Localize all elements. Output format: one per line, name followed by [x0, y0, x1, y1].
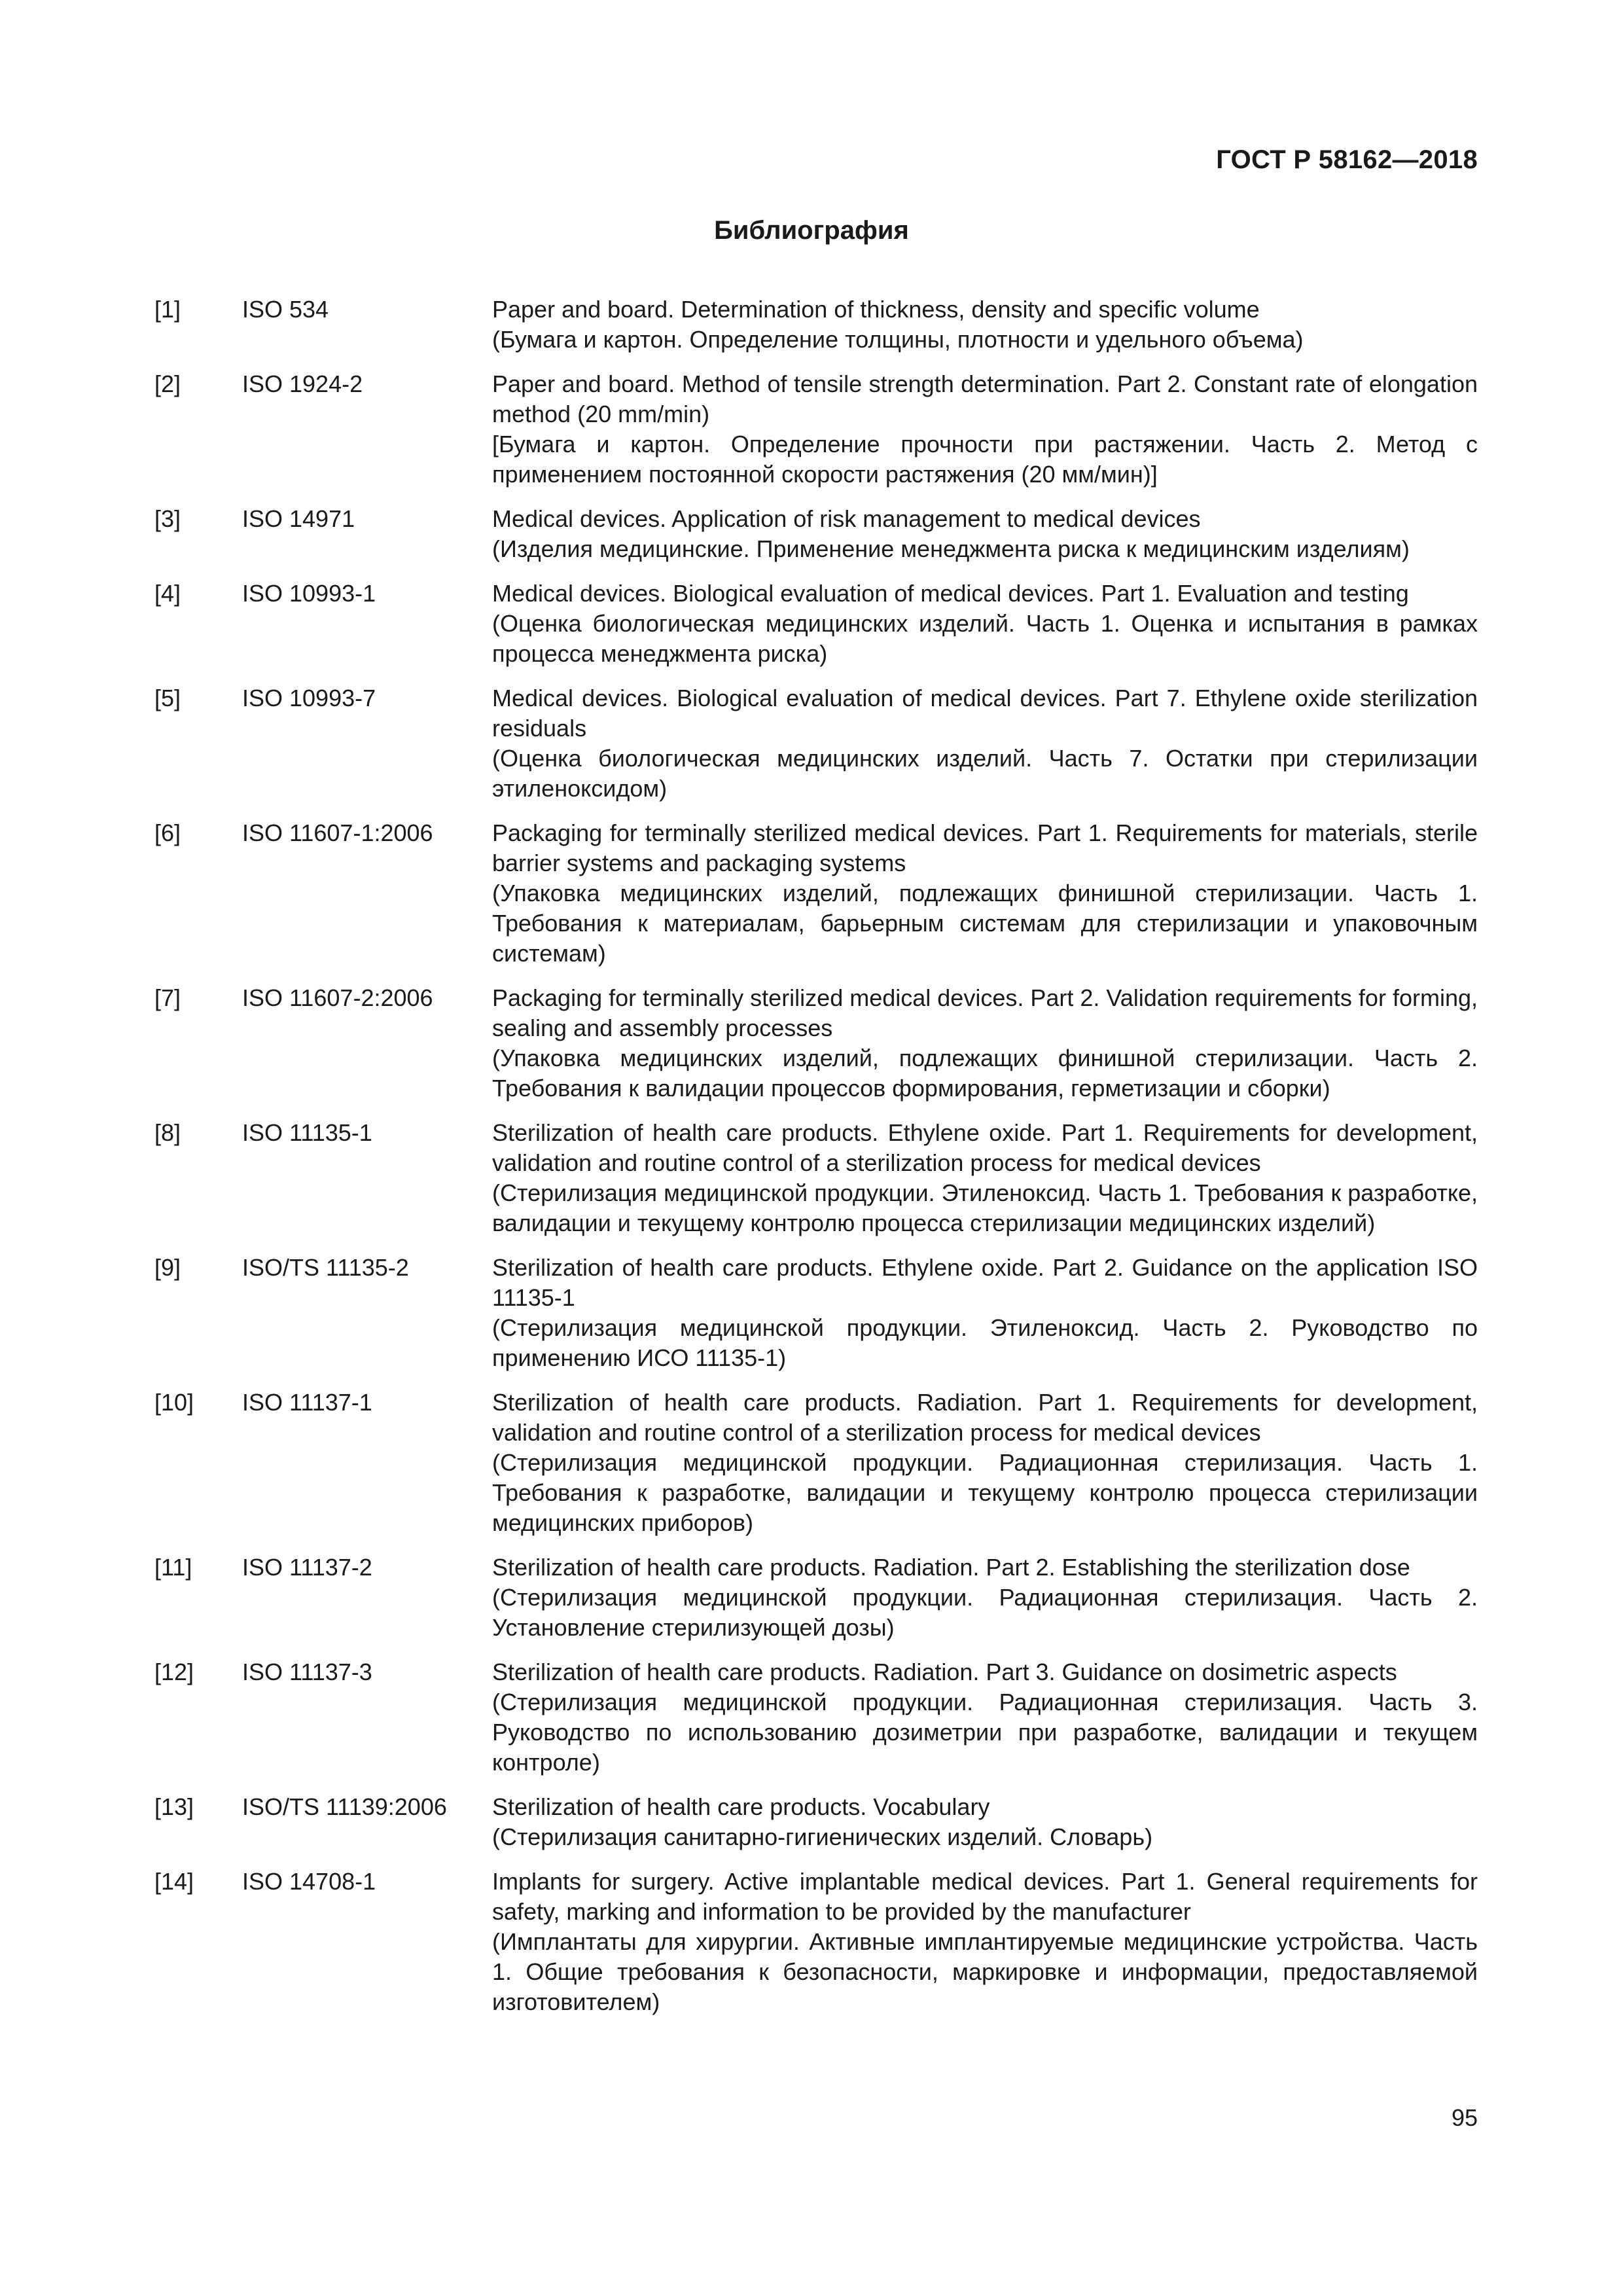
entry-description: [492, 1388, 1478, 1538]
entry-standard: ISO 11135-1: [242, 1119, 372, 1146]
entry-description: [492, 1118, 1478, 1238]
entry-title-ru: (Стерилизация медицинской продукции. Радиационная стерилизация. Часть 3. Руководство по использованию дозиметрии при разработке, валидации и текущем контроле): [492, 1689, 1478, 1776]
entry-description: [492, 504, 1478, 564]
document-code: ГОСТ Р 58162—2018: [1216, 145, 1478, 174]
entry-title-ru: (Упаковка медицинских изделий, подлежащих финишной стерилизации. Часть 1. Требования к материалам, барьерным системам для стерилизации и упаковочным системам): [492, 880, 1478, 967]
entry-title-en: Medical devices. Biological evaluation of medical devices. Part 1. Evaluation and testing: [492, 580, 1409, 607]
entry-description: [492, 295, 1478, 355]
entry-title-ru: (Оценка биологическая медицинских изделий. Часть 7. Остатки при стерилизации этиленоксидом): [492, 745, 1478, 802]
entry-title-en: Implants for surgery. Active implantable medical devices. Part 1. General requirements for safety, marking and information to be provided by the manufacturer: [492, 1868, 1478, 1925]
entry-standard: ISO 11137-3: [242, 1659, 372, 1685]
entry-standard: ISO 11137-2: [242, 1554, 372, 1581]
entry-number: [1]: [154, 296, 181, 323]
bibliography-entry: [154, 295, 1478, 355]
entry-number: [5]: [154, 685, 181, 711]
entry-number: [13]: [154, 1793, 194, 1820]
entry-standard: ISO/TS 11135-2: [242, 1254, 409, 1281]
entry-number: [6]: [154, 819, 181, 846]
entry-title-ru: (Имплантаты для хирургии. Активные имплантируемые медицинские устройства. Часть 1. Общие требования к безопасности, маркировке и информации, предоставляемой изготовителем): [492, 1928, 1478, 2015]
entry-title-ru: (Стерилизация медицинской продукции. Этиленоксид. Часть 1. Требования к разработке, валидации и текущему контролю процесса стерилизации медицинских изделий): [492, 1179, 1478, 1236]
entry-title-ru: (Оценка биологическая медицинских изделий. Часть 1. Оценка и испытания в рамках процесса менеджмента риска): [492, 610, 1478, 667]
entry-number: [3]: [154, 505, 181, 532]
bibliography-entry: [154, 1253, 1478, 1373]
entry-standard: ISO/TS 11139:2006: [242, 1793, 447, 1820]
entry-standard: ISO 1924-2: [242, 370, 363, 397]
bibliography-entry: [154, 1118, 1478, 1238]
entry-number: [12]: [154, 1659, 194, 1685]
entry-title-ru: (Стерилизация медицинской продукции. Радиационная стерилизация. Часть 1. Требования к разработке, валидации и текущему контролю процесса стерилизации медицинских приборов): [492, 1449, 1478, 1536]
entry-standard: ISO 534: [242, 296, 329, 323]
bibliography-entry: [154, 683, 1478, 804]
entry-number: [4]: [154, 580, 181, 607]
entry-description: [492, 1792, 1478, 1852]
entry-standard: ISO 10993-1: [242, 580, 376, 607]
entry-standard: ISO 14971: [242, 505, 355, 532]
entry-title-en: Packaging for terminally sterilized medical devices. Part 2. Validation requirements for forming, sealing and assembly processes: [492, 984, 1478, 1041]
bibliography-entry: [154, 504, 1478, 564]
entry-title-en: Medical devices. Biological evaluation of medical devices. Part 7. Ethylene oxide sterilization residuals: [492, 685, 1478, 742]
entry-description: [492, 1867, 1478, 2017]
entry-number: [10]: [154, 1389, 194, 1416]
bibliography-entry: [154, 1552, 1478, 1643]
entry-title-en: Sterilization of health care products. Ethylene oxide. Part 2. Guidance on the application ISO 11135-1: [492, 1254, 1478, 1311]
entry-title-ru: (Стерилизация санитарно-гигиенических изделий. Словарь): [492, 1823, 1153, 1850]
page-title: Библиография: [714, 216, 909, 245]
entry-description: [492, 1253, 1478, 1373]
entry-standard: ISO 11137-1: [242, 1389, 372, 1416]
entry-description: [492, 683, 1478, 804]
entry-standard: ISO 10993-7: [242, 685, 376, 711]
bibliography-entry: [154, 983, 1478, 1103]
bibliography-entry: [154, 818, 1478, 969]
bibliography-entry: [154, 1388, 1478, 1538]
entry-title-ru: (Бумага и картон. Определение толщины, плотности и удельного объема): [492, 326, 1304, 353]
entry-title-en: Sterilization of health care products. Ethylene oxide. Part 1. Requirements for development, validation and routine control of a sterilization process for medical devices: [492, 1119, 1478, 1176]
entry-description: [492, 1657, 1478, 1778]
bibliography-entry: [154, 1867, 1478, 2017]
entry-description: [492, 579, 1478, 669]
bibliography-entry: [154, 1657, 1478, 1778]
entry-title-en: Sterilization of health care products. Radiation. Part 1. Requirements for development, validation and routine control of a sterilization process for medical devices: [492, 1389, 1478, 1446]
entry-standard: ISO 11607-1:2006: [242, 819, 433, 846]
entry-title-en: Paper and board. Determination of thickness, density and specific volume: [492, 296, 1260, 323]
entry-title-en: Sterilization of health care products. Vocabulary: [492, 1793, 990, 1820]
entry-number: [2]: [154, 370, 181, 397]
bibliography-list: [154, 295, 1478, 2032]
entry-title-en: Packaging for terminally sterilized medical devices. Part 1. Requirements for materials, sterile barrier systems and packaging systems: [492, 819, 1478, 876]
entry-title-en: Medical devices. Application of risk management to medical devices: [492, 505, 1201, 532]
entry-title-ru: (Изделия медицинские. Применение менеджмента риска к медицинским изделиям): [492, 535, 1410, 562]
entry-number: [14]: [154, 1868, 194, 1895]
entry-number: [7]: [154, 984, 181, 1011]
entry-title-ru: (Стерилизация медицинской продукции. Этиленоксид. Часть 2. Руководство по применению ИСО 11135-1): [492, 1314, 1478, 1371]
entry-description: [492, 369, 1478, 490]
entry-description: [492, 983, 1478, 1103]
entry-title-ru: (Стерилизация медицинской продукции. Радиационная стерилизация. Часть 2. Установление стерилизующей дозы): [492, 1584, 1478, 1641]
bibliography-entry: [154, 369, 1478, 490]
entry-title-ru: (Упаковка медицинских изделий, подлежащих финишной стерилизации. Часть 2. Требования к валидации процессов формирования, герметизации и сборки): [492, 1045, 1478, 1102]
entry-title-en: Sterilization of health care products. Radiation. Part 2. Establishing the sterilization dose: [492, 1554, 1410, 1581]
entry-title-ru: [Бумага и картон. Определение прочности при растяжении. Часть 2. Метод с применением постоянной скорости растяжения (20 мм/мин)]: [492, 431, 1478, 488]
entry-standard: ISO 11607-2:2006: [242, 984, 433, 1011]
entry-description: [492, 1552, 1478, 1643]
entry-title-en: Paper and board. Method of tensile strength determination. Part 2. Constant rate of elongation method (20 mm/min): [492, 370, 1478, 427]
entry-standard: ISO 14708-1: [242, 1868, 376, 1895]
entry-number: [8]: [154, 1119, 181, 1146]
entry-number: [9]: [154, 1254, 181, 1281]
entry-description: [492, 818, 1478, 969]
entry-number: [11]: [154, 1554, 192, 1581]
bibliography-entry: [154, 1792, 1478, 1852]
bibliography-entry: [154, 579, 1478, 669]
page-number: 95: [1451, 2104, 1478, 2131]
entry-title-en: Sterilization of health care products. Radiation. Part 3. Guidance on dosimetric aspects: [492, 1659, 1397, 1685]
